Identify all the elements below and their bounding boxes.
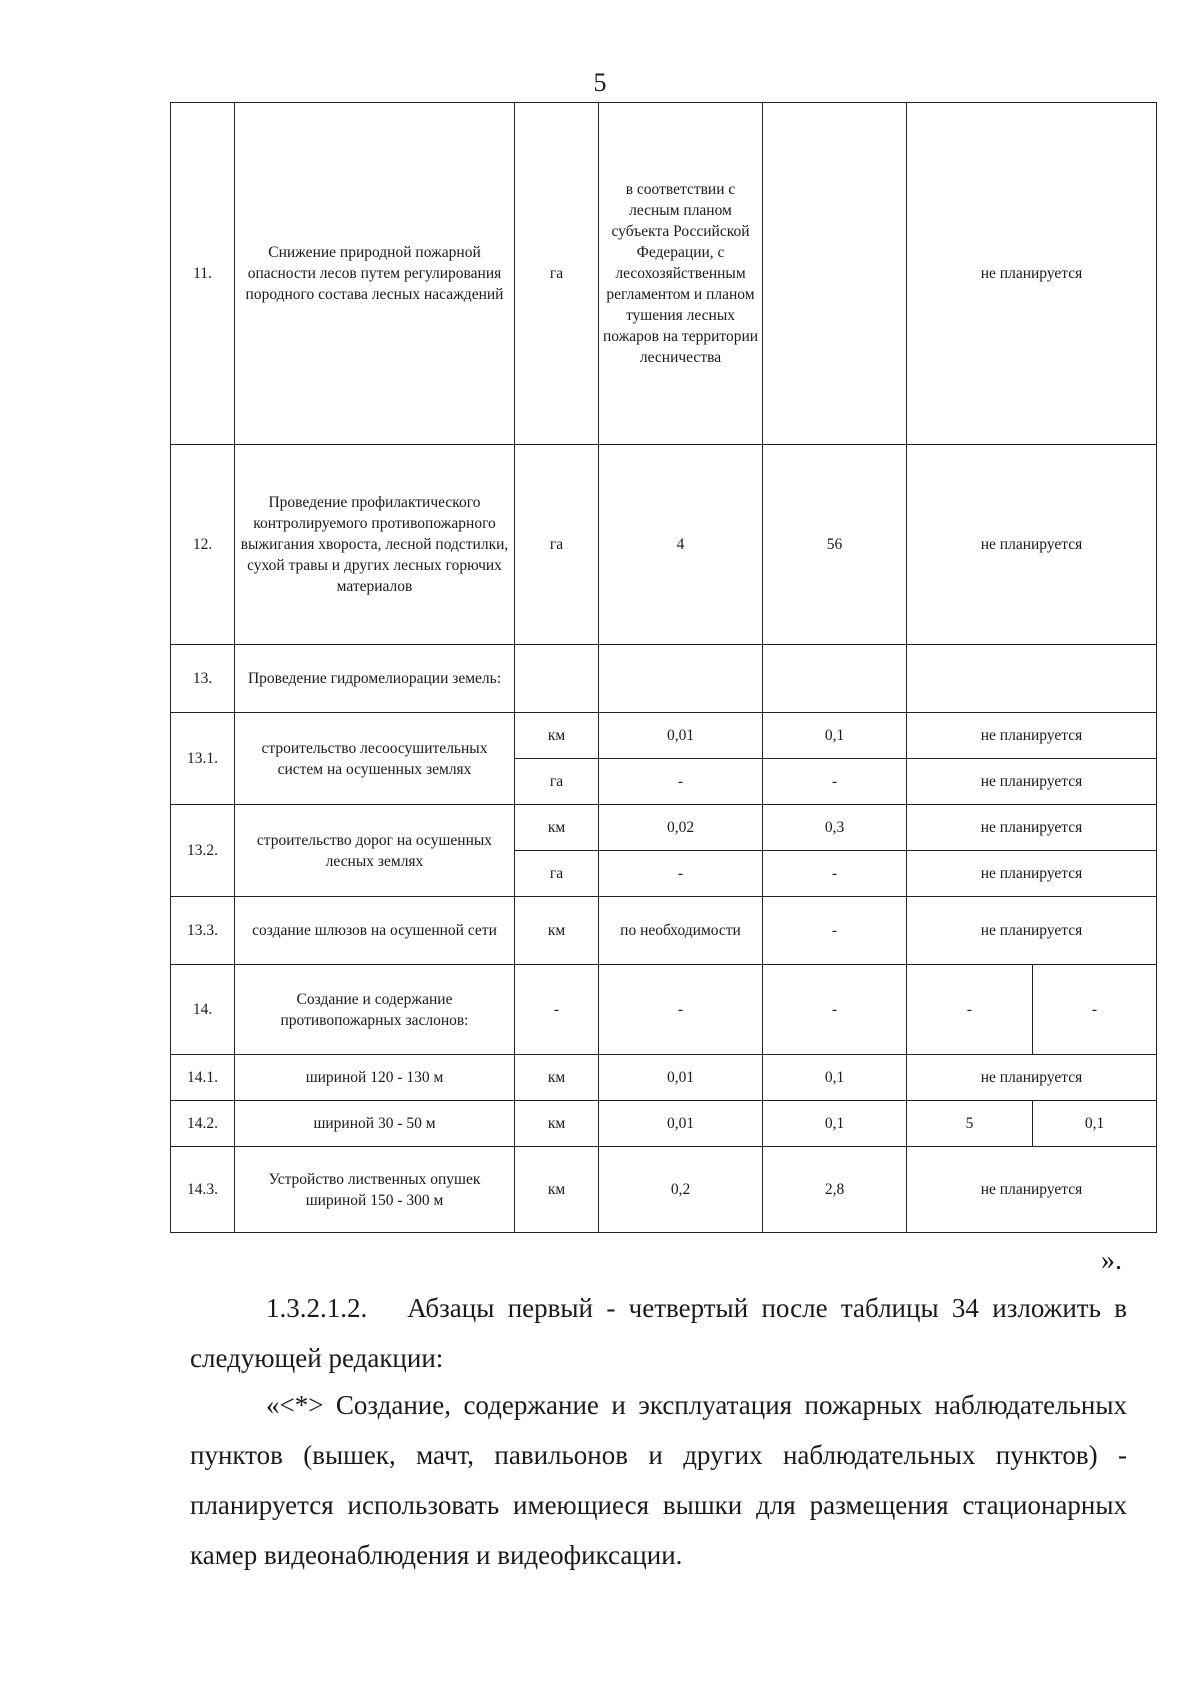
value-cell: 0,01 [599, 1101, 763, 1147]
row-number: 13.3. [171, 897, 235, 965]
table-row [171, 103, 1157, 445]
paragraph-number: 1.3.2.1.2. [266, 1293, 368, 1323]
plan-cell: не планируется [907, 1055, 1157, 1101]
value-cell: 0,01 [599, 713, 763, 759]
table-row [171, 805, 1157, 851]
value-cell: - [599, 851, 763, 897]
value-cell: - [1033, 965, 1157, 1055]
value-cell: - [763, 759, 907, 805]
value-cell: - [763, 897, 907, 965]
row-number: 13. [171, 645, 235, 713]
row-number: 14.2. [171, 1101, 235, 1147]
unit-cell: га [515, 759, 599, 805]
row-number: 13.2. [171, 805, 235, 897]
table-row [171, 965, 1157, 1055]
plan-cell: не планируется [907, 1147, 1157, 1233]
plan-cell: не планируется [907, 713, 1157, 759]
paragraph-new-text [190, 1380, 1127, 1580]
plan-cell [907, 645, 1157, 713]
value-cell: 56 [763, 445, 907, 645]
table-row [171, 1055, 1157, 1101]
unit-cell: га [515, 103, 599, 445]
value-cell: - [763, 851, 907, 897]
plan-cell: не планируется [907, 897, 1157, 965]
measure-name: Проведение профилактического контролируемого противопожарного выжигания хвороста, лесной подстилки, сухой травы и других лесных горючих материалов [235, 445, 515, 645]
measure-name: Снижение природной пожарной опасности лесов путем регулирования породного состава лесных насаждений [235, 103, 515, 445]
measure-name: шириной 120 - 130 м [235, 1055, 515, 1101]
unit-cell: км [515, 1147, 599, 1233]
plan-cell: не планируется [907, 103, 1157, 445]
unit-cell: км [515, 805, 599, 851]
value-cell [763, 103, 907, 445]
table-row [171, 713, 1157, 759]
value-cell: 4 [599, 445, 763, 645]
table-row [171, 1147, 1157, 1233]
row-number: 13.1. [171, 713, 235, 805]
value-cell: - [599, 965, 763, 1055]
row-number: 14. [171, 965, 235, 1055]
plan-cell: не планируется [907, 851, 1157, 897]
value-cell: 0,1 [763, 1101, 907, 1147]
paragraph-text: Абзацы первый - четвертый после таблицы 34 изложить в следующей редакции: [190, 1293, 1127, 1373]
closing-quote: ». [1101, 1245, 1122, 1276]
value-cell: 0,1 [763, 713, 907, 759]
measure-name: строительство дорог на осушенных лесных землях [235, 805, 515, 897]
value-cell: 2,8 [763, 1147, 907, 1233]
value-cell: по необходимости [599, 897, 763, 965]
row-number: 14.1. [171, 1055, 235, 1101]
value-cell [763, 645, 907, 713]
unit-cell: га [515, 445, 599, 645]
value-cell: 0,3 [763, 805, 907, 851]
table-row [171, 645, 1157, 713]
plan-cell: не планируется [907, 445, 1157, 645]
unit-cell: км [515, 897, 599, 965]
row-number: 12. [171, 445, 235, 645]
measure-name: строительство лесоосушительных систем на осушенных землях [235, 713, 515, 805]
unit-cell: га [515, 851, 599, 897]
value-cell: - [599, 759, 763, 805]
measure-name: Создание и содержание противопожарных заслонов: [235, 965, 515, 1055]
value-cell: 0,1 [1033, 1101, 1157, 1147]
plan-cell: не планируется [907, 805, 1157, 851]
measures-table [170, 102, 1157, 1233]
unit-cell: км [515, 1101, 599, 1147]
row-number: 11. [171, 103, 235, 445]
unit-cell: км [515, 1055, 599, 1101]
paragraph-amendment [190, 1283, 1127, 1383]
value-cell: - [763, 965, 907, 1055]
row-number: 14.3. [171, 1147, 235, 1233]
measure-name: шириной 30 - 50 м [235, 1101, 515, 1147]
value-cell [599, 645, 763, 713]
measure-name: создание шлюзов на осушенной сети [235, 897, 515, 965]
unit-cell: км [515, 713, 599, 759]
value-cell: 0,2 [599, 1147, 763, 1233]
measure-name: Проведение гидромелиорации земель: [235, 645, 515, 713]
value-cell: 0,02 [599, 805, 763, 851]
unit-cell: - [515, 965, 599, 1055]
value-cell: 5 [907, 1101, 1033, 1147]
table-row [171, 1101, 1157, 1147]
value-cell: в соответствии с лесным планом субъекта Российской Федерации, с лесохозяйственным регламентом и планом тушения лесных пожаров на территории лесничества [599, 103, 763, 445]
value-cell: - [907, 965, 1033, 1055]
value-cell: 0,1 [763, 1055, 907, 1101]
plan-cell: не планируется [907, 759, 1157, 805]
measure-name: Устройство лиственных опушек шириной 150 - 300 м [235, 1147, 515, 1233]
table-row [171, 897, 1157, 965]
paragraph-text: «<*> Создание, содержание и эксплуатация пожарных наблюдательных пунктов (вышек, мачт, павильонов и других наблюдательных пунктов) - планируется использовать имеющиеся вышки для размещения стационарных камер видеонаблюдения и видеофиксации. [190, 1390, 1127, 1570]
page-number: 5 [593, 68, 607, 97]
table-row [171, 445, 1157, 645]
value-cell: 0,01 [599, 1055, 763, 1101]
unit-cell [515, 645, 599, 713]
